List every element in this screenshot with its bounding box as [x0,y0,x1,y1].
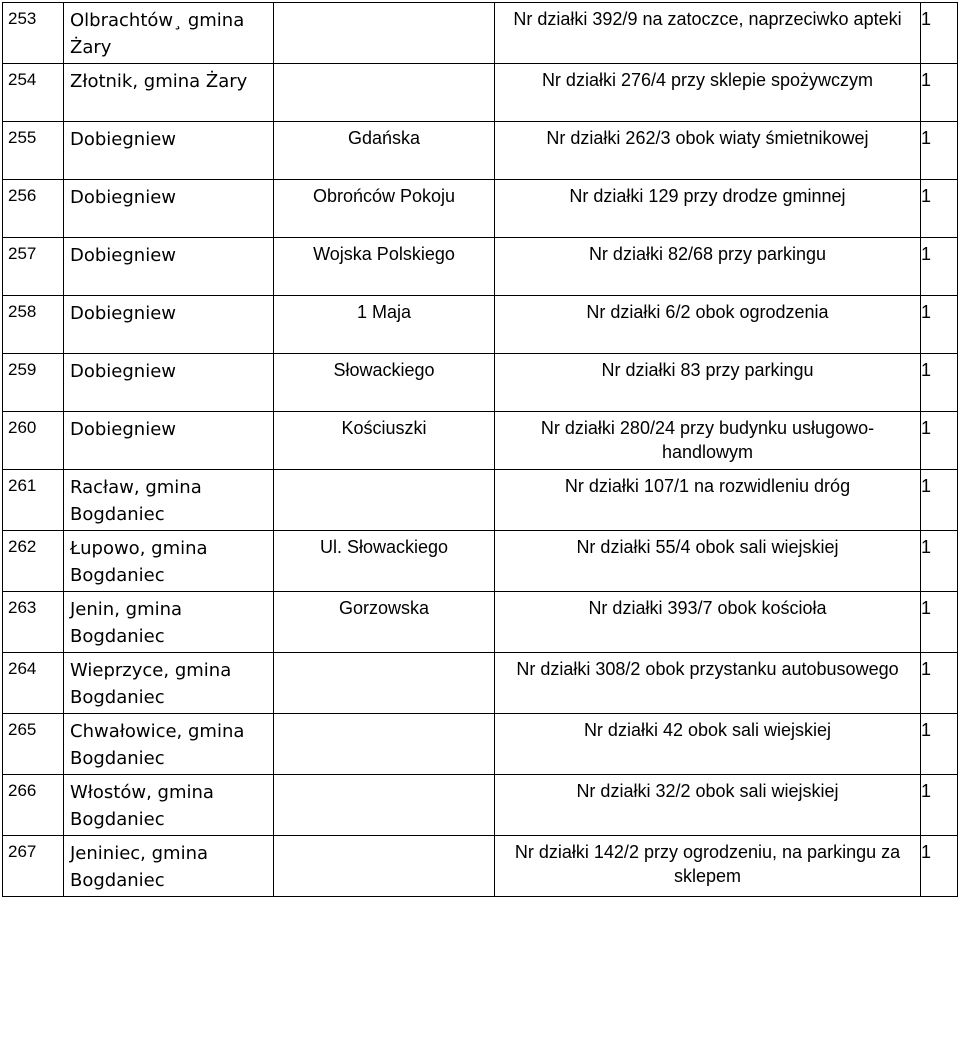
row-number: 265 [3,714,64,775]
street-cell [274,3,495,64]
description-cell: Nr działki 107/1 na rozwidleniu dróg [495,470,921,531]
row-number: 257 [3,238,64,296]
description-cell: Nr działki 6/2 obok ogrodzenia [495,296,921,354]
row-number: 260 [3,412,64,470]
table-row [3,531,958,592]
street-cell [274,64,495,122]
quantity-cell: 1 [921,653,958,714]
row-number: 264 [3,653,64,714]
street-cell: Kościuszki [274,412,495,470]
description-cell: Nr działki 82/68 przy parkingu [495,238,921,296]
table-row [3,238,958,296]
row-number: 259 [3,354,64,412]
street-cell: 1 Maja [274,296,495,354]
place-cell: Złotnik, gmina Żary [64,64,274,122]
quantity-cell: 1 [921,238,958,296]
row-number: 258 [3,296,64,354]
place-cell: Dobiegniew [64,412,274,470]
locations-table [2,2,958,897]
row-number: 266 [3,775,64,836]
description-cell: Nr działki 262/3 obok wiaty śmietnikowej [495,122,921,180]
row-number: 267 [3,836,64,897]
place-cell: Włostów, gmina Bogdaniec [64,775,274,836]
quantity-cell: 1 [921,64,958,122]
place-cell: Jenin, gmina Bogdaniec [64,592,274,653]
description-cell: Nr działki 83 przy parkingu [495,354,921,412]
table-row [3,180,958,238]
table-row [3,470,958,531]
place-cell: Dobiegniew [64,354,274,412]
street-cell [274,653,495,714]
street-cell [274,775,495,836]
street-cell: Wojska Polskiego [274,238,495,296]
table-row [3,836,958,897]
description-cell: Nr działki 393/7 obok kościoła [495,592,921,653]
description-cell: Nr działki 32/2 obok sali wiejskiej [495,775,921,836]
street-cell [274,714,495,775]
place-cell: Dobiegniew [64,238,274,296]
quantity-cell: 1 [921,592,958,653]
table-row [3,296,958,354]
row-number: 261 [3,470,64,531]
table-row [3,775,958,836]
row-number: 256 [3,180,64,238]
description-cell: Nr działki 42 obok sali wiejskiej [495,714,921,775]
description-cell: Nr działki 308/2 obok przystanku autobusowego [495,653,921,714]
description-cell: Nr działki 142/2 przy ogrodzeniu, na parkingu za sklepem [495,836,921,897]
quantity-cell: 1 [921,3,958,64]
quantity-cell: 1 [921,296,958,354]
row-number: 254 [3,64,64,122]
quantity-cell: 1 [921,836,958,897]
place-cell: Racław, gmina Bogdaniec [64,470,274,531]
description-cell: Nr działki 276/4 przy sklepie spożywczym [495,64,921,122]
table-row [3,3,958,64]
quantity-cell: 1 [921,180,958,238]
table-row [3,64,958,122]
table-row [3,354,958,412]
quantity-cell: 1 [921,354,958,412]
street-cell: Słowackiego [274,354,495,412]
description-cell: Nr działki 392/9 na zatoczce, naprzeciwko apteki [495,3,921,64]
quantity-cell: 1 [921,412,958,470]
description-cell: Nr działki 55/4 obok sali wiejskiej [495,531,921,592]
place-cell: Olbrachtów¸ gmina Żary [64,3,274,64]
quantity-cell: 1 [921,470,958,531]
quantity-cell: 1 [921,531,958,592]
street-cell [274,836,495,897]
row-number: 262 [3,531,64,592]
place-cell: Łupowo, gmina Bogdaniec [64,531,274,592]
row-number: 255 [3,122,64,180]
table-row [3,653,958,714]
place-cell: Dobiegniew [64,180,274,238]
description-cell: Nr działki 280/24 przy budynku usługowo-handlowym [495,412,921,470]
place-cell: Chwałowice, gmina Bogdaniec [64,714,274,775]
place-cell: Wieprzyce, gmina Bogdaniec [64,653,274,714]
table-row [3,714,958,775]
place-cell: Dobiegniew [64,122,274,180]
description-cell: Nr działki 129 przy drodze gminnej [495,180,921,238]
table-row [3,122,958,180]
street-cell: Gorzowska [274,592,495,653]
street-cell: Gdańska [274,122,495,180]
quantity-cell: 1 [921,775,958,836]
table-row [3,592,958,653]
table-row [3,412,958,470]
street-cell: Obrońców Pokoju [274,180,495,238]
place-cell: Jeniniec, gmina Bogdaniec [64,836,274,897]
quantity-cell: 1 [921,714,958,775]
street-cell: Ul. Słowackiego [274,531,495,592]
row-number: 253 [3,3,64,64]
street-cell [274,470,495,531]
row-number: 263 [3,592,64,653]
place-cell: Dobiegniew [64,296,274,354]
quantity-cell: 1 [921,122,958,180]
